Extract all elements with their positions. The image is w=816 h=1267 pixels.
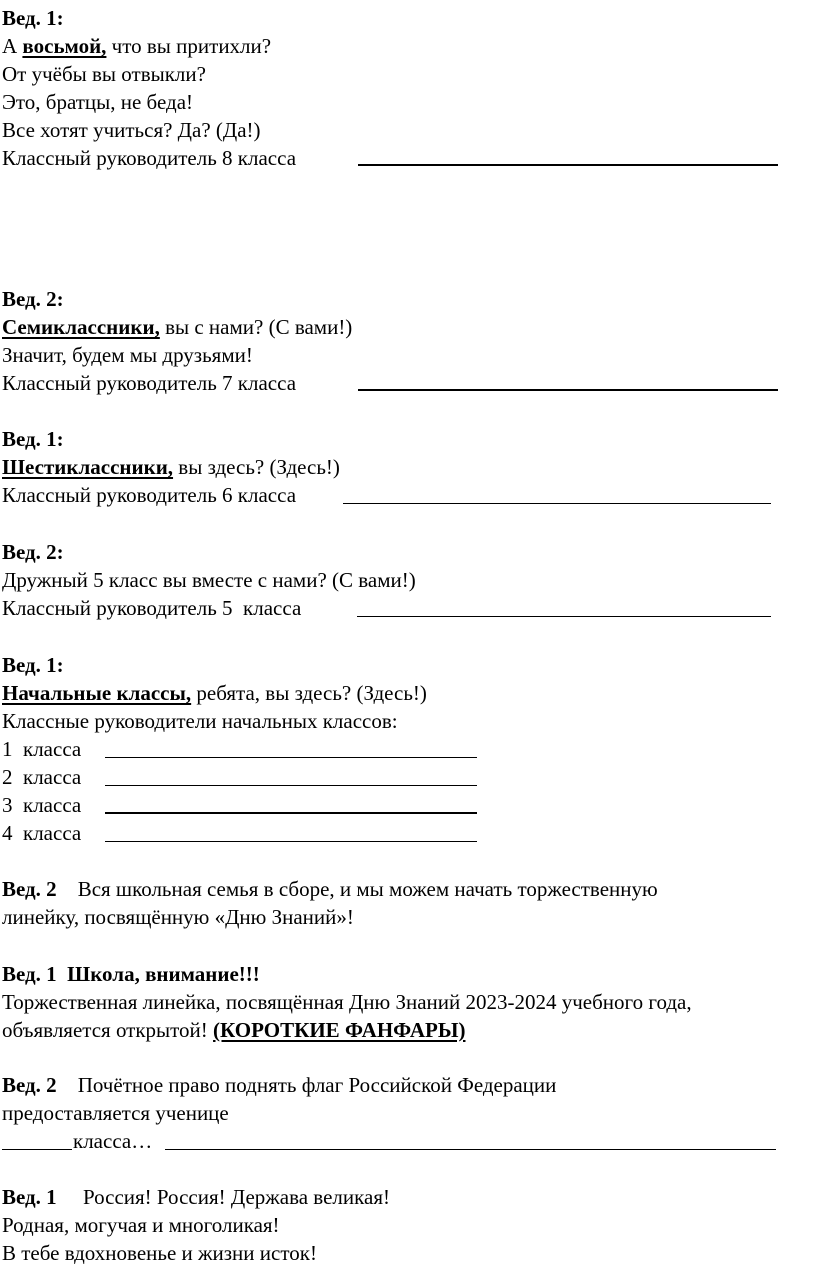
verse-line: Значит, будем мы друзьями! bbox=[2, 343, 253, 367]
blank-fill-line bbox=[358, 389, 778, 391]
speaker-label: Вед. 1: bbox=[2, 6, 64, 30]
verse-line: В тебе вдохновенье и жизни исток! bbox=[2, 1241, 317, 1265]
verse-line: линейку, посвящённую «Дню Знаний»! bbox=[2, 905, 354, 929]
verse-line: Родная, могучая и многоликая! bbox=[2, 1213, 280, 1237]
speaker-label: Вед. 2: bbox=[2, 287, 64, 311]
verse-line bbox=[2, 679, 427, 707]
text-fragment: Почётное право поднять флаг Российской Федерации bbox=[56, 1073, 557, 1097]
grade-line: 1 класса bbox=[2, 737, 82, 761]
verse-line: класса… bbox=[73, 1129, 153, 1153]
verse-line bbox=[2, 32, 271, 60]
blank-fill-line bbox=[105, 785, 477, 786]
text-fragment: объявляется открытой! bbox=[2, 1018, 214, 1042]
teacher-line: Классный руководитель 6 класса bbox=[2, 483, 297, 507]
verse-line: Это, братцы, не беда! bbox=[2, 90, 194, 114]
blank-fill-line bbox=[343, 503, 771, 504]
speaker-label: Вед. 1: bbox=[2, 427, 64, 451]
class-name: Семиклассники, bbox=[2, 315, 160, 339]
teacher-line: Классный руководитель 7 класса bbox=[2, 371, 297, 395]
blank-fill-line bbox=[165, 1149, 776, 1150]
stage-direction: (КОРОТКИЕ ФАНФАРЫ) bbox=[213, 1018, 466, 1042]
class-name: Начальные классы, bbox=[2, 681, 192, 705]
verse-line: Дружный 5 класс вы вместе с нами? (С вами!) bbox=[2, 568, 416, 592]
text-fragment: А bbox=[2, 34, 23, 58]
verse-line bbox=[2, 1016, 465, 1044]
speaker-label: Вед. 2 bbox=[2, 877, 57, 901]
blank-fill-line bbox=[105, 757, 477, 758]
verse-line: Классные руководители начальных классов: bbox=[2, 709, 398, 733]
verse-line: От учёбы вы отвыкли? bbox=[2, 62, 206, 86]
blank-fill-line bbox=[358, 164, 778, 166]
teacher-line: Классный руководитель 8 класса bbox=[2, 146, 297, 170]
grade-line: 3 класса bbox=[2, 793, 82, 817]
verse-line bbox=[2, 875, 658, 903]
verse-line bbox=[2, 1183, 390, 1211]
blank-fill-line bbox=[105, 812, 477, 814]
text-fragment: Россия! Россия! Держава великая! bbox=[56, 1185, 390, 1209]
blank-fill-line bbox=[105, 841, 477, 842]
verse-line bbox=[2, 313, 352, 341]
verse-line: Торжественная линейка, посвящённая Дню Знаний 2023-2024 учебного года, bbox=[2, 990, 692, 1014]
text-fragment: Вся школьная семья в сборе, и мы можем начать торжественную bbox=[56, 877, 658, 901]
text-fragment: что вы притихли? bbox=[106, 34, 272, 58]
text-fragment: ребята, вы здесь? (Здесь!) bbox=[191, 681, 427, 705]
blank-fill-line bbox=[2, 1149, 72, 1150]
speaker-label: Вед. 1 bbox=[2, 1185, 57, 1209]
speaker-label: Вед. 2: bbox=[2, 540, 64, 564]
verse-line bbox=[2, 1071, 556, 1099]
verse-line bbox=[2, 453, 340, 481]
speaker-label: Вед. 2 bbox=[2, 1073, 57, 1097]
text-fragment: вы с нами? (С вами!) bbox=[159, 315, 353, 339]
class-name: восьмой, bbox=[22, 34, 107, 58]
teacher-line: Классный руководитель 5 класса bbox=[2, 596, 302, 620]
grade-line: 4 класса bbox=[2, 821, 82, 845]
text-fragment: вы здесь? (Здесь!) bbox=[173, 455, 340, 479]
class-name: Шестиклассники, bbox=[2, 455, 174, 479]
speaker-label: Вед. 1: bbox=[2, 653, 64, 677]
speaker-label: Вед. 1 Школа, внимание!!! bbox=[2, 962, 260, 986]
blank-fill-line bbox=[357, 616, 771, 617]
verse-line: Все хотят учиться? Да? (Да!) bbox=[2, 118, 261, 142]
grade-line: 2 класса bbox=[2, 765, 82, 789]
verse-line: предоставляется ученице bbox=[2, 1101, 229, 1125]
